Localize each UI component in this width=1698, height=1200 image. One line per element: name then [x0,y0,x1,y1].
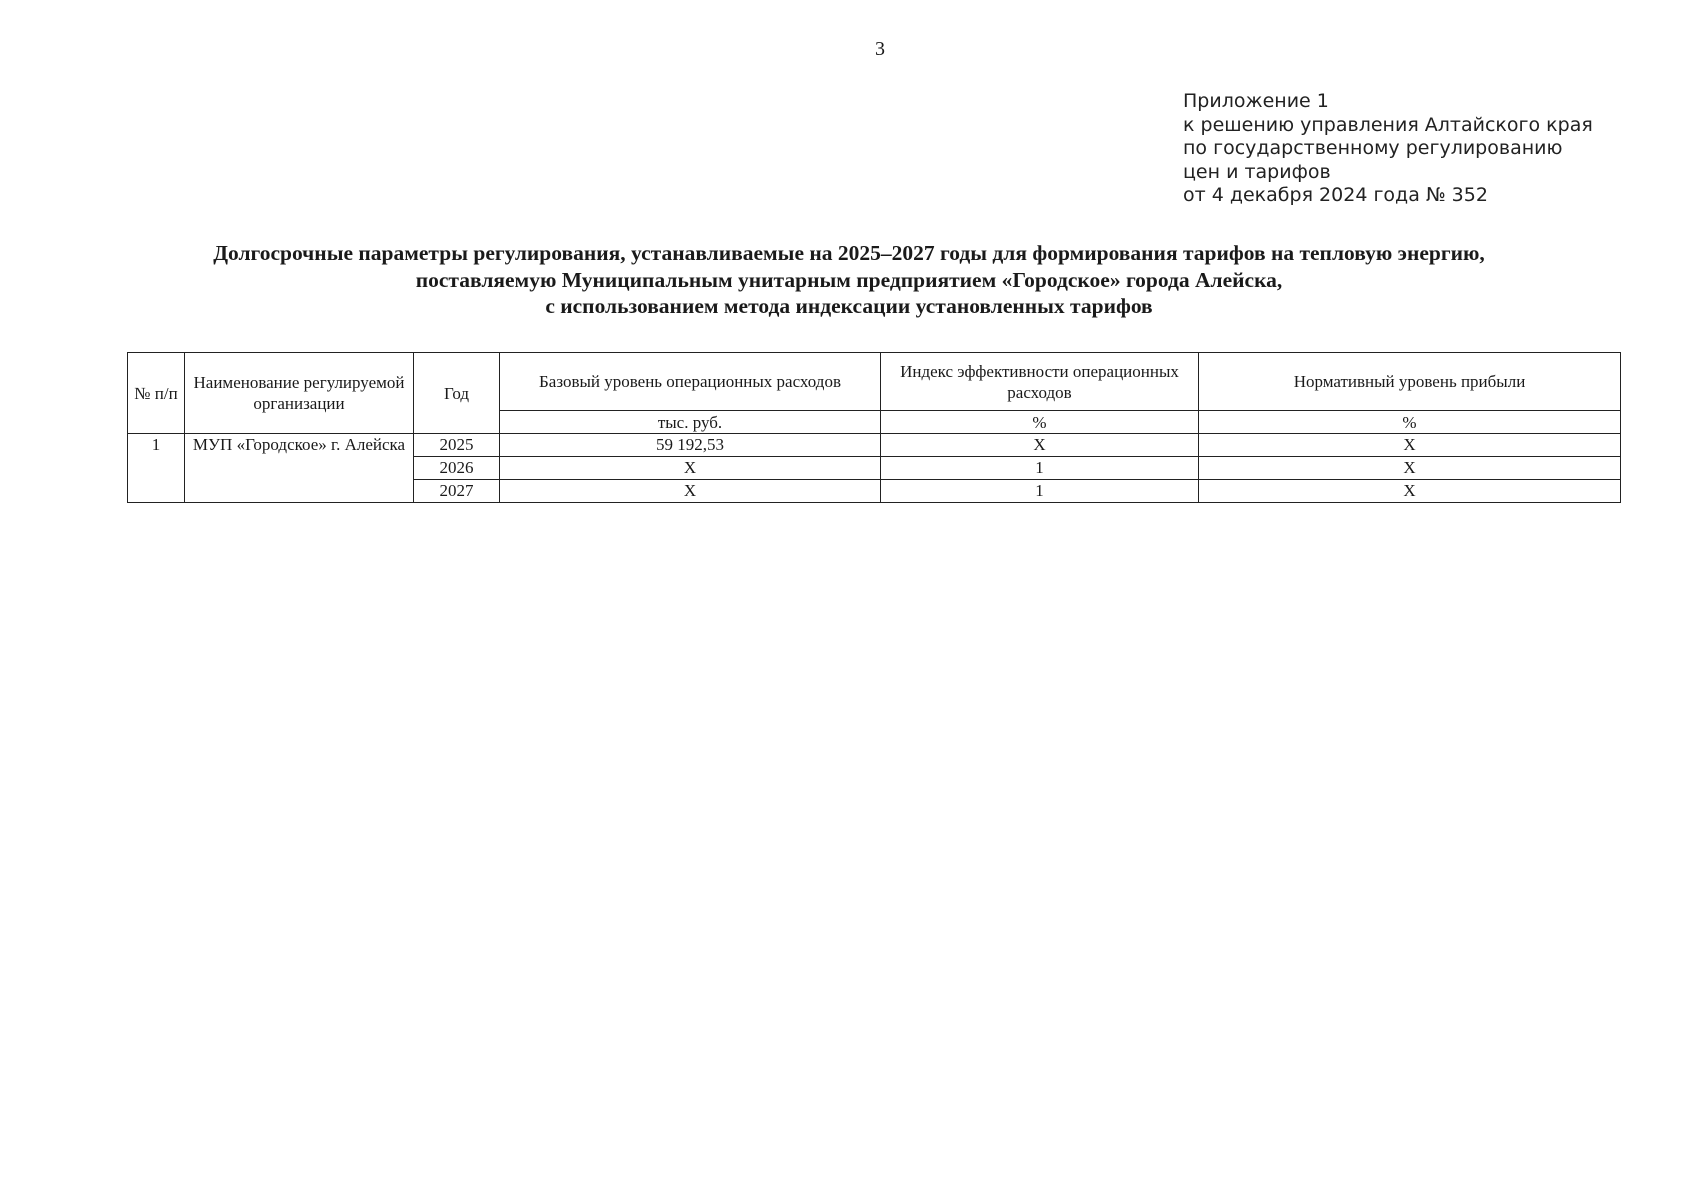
cell-efficiency-index: 1 [881,480,1199,503]
appendix-line: по государственному регулированию [1183,137,1563,159]
appendix-line: от 4 декабря 2024 года № 352 [1183,184,1488,206]
table-header-row [128,353,1621,411]
cell-year: 2026 [414,457,500,480]
cell-org: МУП «Городское» г. Алейска [185,434,414,503]
header-num: № п/п [128,353,185,434]
document-title [0,240,1698,320]
cell-efficiency-index: 1 [881,457,1199,480]
page-number: 3 [875,38,885,60]
title-line: с использованием метода индексации установленных тарифов [545,294,1153,318]
cell-year: 2027 [414,480,500,503]
unit-profit-level: % [1199,411,1621,434]
header-org: Наименование регулируемой организации [185,353,414,434]
appendix-line: Приложение 1 [1183,90,1329,112]
title-line: Долгосрочные параметры регулирования, устанавливаемые на 2025–2027 годы для формирования тарифов на тепловую энергию, [213,241,1485,265]
unit-base-opex: тыс. руб. [500,411,881,434]
cell-efficiency-index: Х [881,434,1199,457]
unit-efficiency-index: % [881,411,1199,434]
cell-base-opex: Х [500,457,881,480]
appendix-line: к решению управления Алтайского края [1183,113,1593,136]
header-base-opex: Базовый уровень операционных расходов [500,353,881,411]
parameters-table [127,352,1621,503]
cell-base-opex: Х [500,480,881,503]
appendix-block [1183,90,1593,208]
header-year: Год [414,353,500,434]
cell-profit-level: Х [1199,480,1621,503]
cell-year: 2025 [414,434,500,457]
title-line: поставляемую Муниципальным унитарным предприятием «Городское» города Алейска, [415,267,1283,292]
cell-num: 1 [128,434,185,503]
appendix-line: цен и тарифов [1183,160,1331,183]
cell-profit-level: Х [1199,457,1621,480]
header-efficiency-index: Индекс эффективности операционных расходов [881,353,1199,411]
cell-profit-level: Х [1199,434,1621,457]
cell-base-opex: 59 192,53 [500,434,881,457]
table-row [128,434,1621,457]
header-profit-level: Нормативный уровень прибыли [1199,353,1621,411]
